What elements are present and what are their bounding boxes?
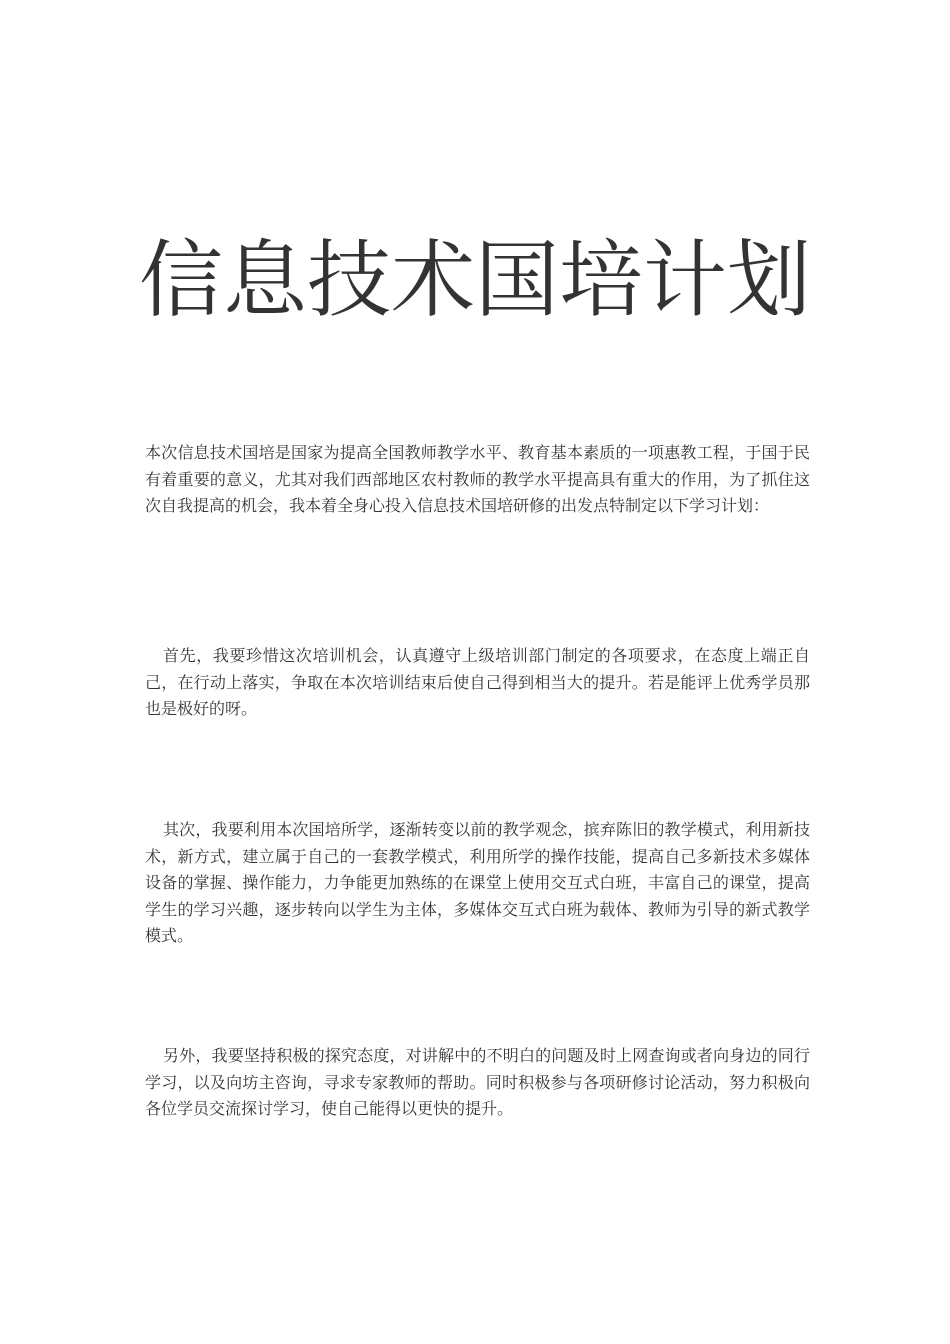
document-title: 信息技术国培计划 bbox=[138, 231, 811, 329]
paragraph-third: 另外，我要坚持积极的探究态度，对讲解中的不明白的问题及时上网查询或者向身边的同行学习，以及向坊主咨询，寻求专家教师的帮助。同时积极参与各项研修讨论活动，努力积极向各位学员交流探讨学习，使自己能得以更快的提升。 bbox=[145, 1046, 810, 1118]
paragraph-second: 其次，我要利用本次国培所学，逐渐转变以前的教学观念，摈弃陈旧的教学模式，利用新技术，新方式，建立属于自己的一套教学模式，利用所学的操作技能，提高自己多新技术多媒体设备的掌握、操作能力，力争能更加熟练的在课堂上使用交互式白班，丰富自己的课堂，提高学生的学习兴趣，逐步转向以学生为主体，多媒体交互式白班为载体、教师为引导的新式教学模式。 bbox=[145, 820, 810, 945]
paragraph-first: 首先，我要珍惜这次培训机会，认真遵守上级培训部门制定的各项要求，在态度上端正自己，在行动上落实，争取在本次培训结束后使自己得到相当大的提升。若是能评上优秀学员那也是极好的呀。 bbox=[145, 646, 810, 718]
paragraph-intro: 本次信息技术国培是国家为提高全国教师教学水平、教育基本素质的一项惠教工程，于国于民有着重要的意义，尤其对我们西部地区农村教师的教学水平提高具有重大的作用，为了抓住这次自我提高的机会，我本着全身心投入信息技术国培研修的出发点特制定以下学习计划： bbox=[145, 443, 810, 515]
